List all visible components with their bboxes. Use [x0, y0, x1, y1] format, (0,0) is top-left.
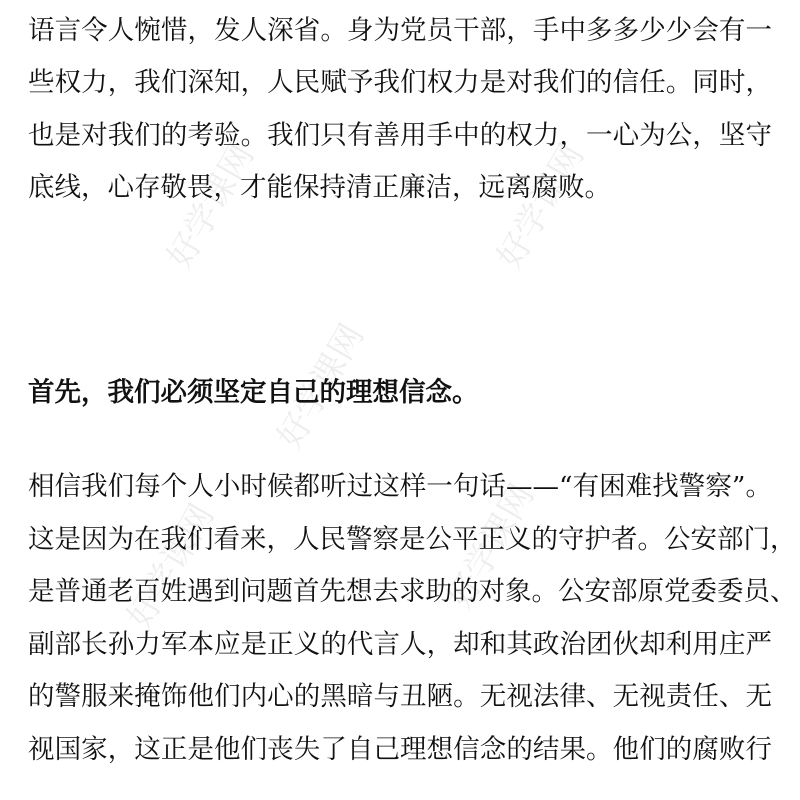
watermark: 好学课网 [159, 137, 263, 276]
text-line: 相信我们每个人小时候都听过这样一句话——“有困难找警察”。 [28, 471, 772, 502]
text-line: 也是对我们的考验。我们只有善用手中的权力，一心为公，坚守 [28, 120, 772, 151]
watermark: 好学课网 [489, 137, 593, 276]
text-line: 些权力，我们深知，人民赋予我们权力是对我们的信任。同时， [28, 67, 772, 98]
text-line: 副部长孙力军本应是正义的代言人，却和其政治团伙却利用庄严 [28, 629, 772, 660]
text-line: 是普通老百姓遇到问题首先想去求助的对象。公安部原党委委员、 [28, 576, 797, 607]
text-line: 的警服来掩饰他们内心的黑暗与丑陋。无视法律、无视责任、无 [28, 681, 772, 712]
text-line: 底线，心存敬畏，才能保持清正廉洁，远离腐败。 [28, 172, 611, 203]
watermark: 好学课网 [269, 317, 373, 456]
watermark: 好学课网 [439, 477, 543, 616]
section-heading: 首先，我们必须坚定自己的理想信念。 [28, 377, 479, 408]
watermark: 好学课网 [119, 497, 223, 636]
text-line: 这是因为在我们看来，人民警察是公平正义的守护者。公安部门， [28, 524, 797, 555]
text-line: 视国家，这正是他们丧失了自己理想信念的结果。他们的腐败行 [28, 734, 772, 765]
text-line: 语言令人惋惜，发人深省。身为党员干部，手中多多少少会有一 [28, 15, 772, 46]
